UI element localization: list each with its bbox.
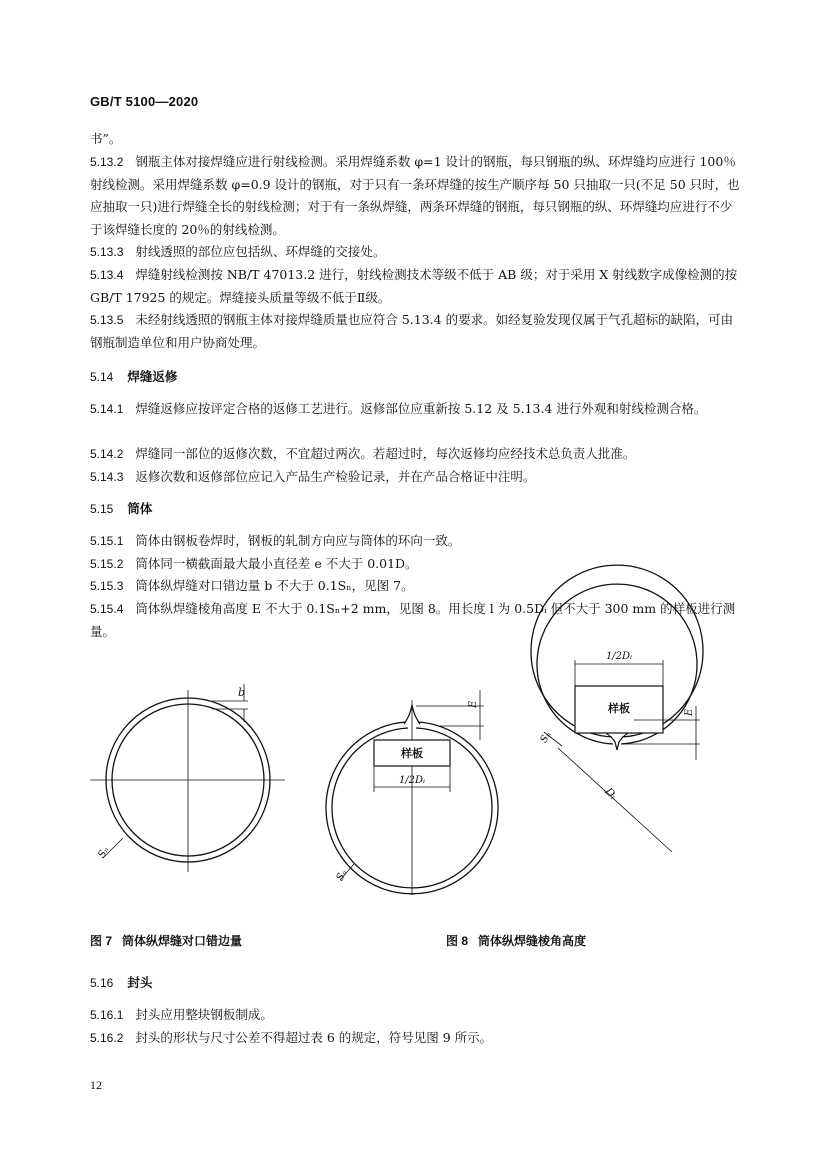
figure-8-number: 图 8 — [446, 934, 469, 948]
clause-number: 5.15.1 — [90, 534, 124, 548]
fig8r-sn-label: Sₙ — [538, 730, 554, 745]
clause-text: 钢瓶主体对接焊缝应进行射线检测。采用焊缝系数 φ=1 设计的钢瓶，每只钢瓶的纵、环焊缝均应进行 100％射线检测。采用焊缝系数 φ=0.9 设计的钢瓶，对于只有一条环焊缝的按生产顺序每 50 只抽取一只(不足 50 只时，也应抽取一只)进行焊缝全长的射线检测；对于有一条纵焊缝，两条环焊缝的钢瓶，每只钢瓶的纵、环焊缝均应进行不少于该焊缝长度的 20％的射线检测。 — [90, 154, 740, 237]
clause-text: 封头应用整块钢板制成。 — [135, 1007, 273, 1022]
clause-number: 5.13.3 — [90, 245, 124, 259]
clause-number: 5.16.1 — [90, 1008, 124, 1022]
clause-text: 筒体由钢板卷焊时，钢板的轧制方向应与筒体的环向一致。 — [135, 533, 461, 548]
clause-number: 5.15.2 — [90, 557, 124, 571]
section-title: 筒体 — [127, 501, 153, 516]
fig8l-dim-label: 1/2Dᵢ — [398, 775, 426, 786]
clause-text: 未经射线透照的钢瓶主体对接焊缝质量也应符合 5.13.4 的要求。如经复验发现仅属于气孔超标的缺陷，可由钢瓶制造单位和用户协商处理。 — [90, 312, 734, 350]
figure-8-caption — [446, 932, 586, 949]
figure-7-caption — [90, 932, 242, 949]
clause-number: 5.13.4 — [90, 268, 124, 282]
section-number: 5.14 — [90, 370, 114, 384]
section-number: 5.15 — [90, 502, 114, 516]
clause-text: 焊缝返修应按评定合格的返修工艺进行。返修部位应重新按 5.12 及 5.13.4 进行外观和射线检测合格。 — [135, 401, 707, 416]
figure-8-title: 筒体纵焊缝棱角高度 — [478, 934, 587, 948]
clause-text: 筒体纵焊缝对口错边量 b 不大于 0.1Sₙ，见图 7。 — [135, 578, 414, 593]
clause-5-16-1 — [90, 1004, 740, 1027]
fig8r-diameter-line — [558, 748, 672, 852]
clause-5-16-2 — [90, 1027, 740, 1050]
fig8l-template-label: 样板 — [401, 747, 423, 760]
fig8r-dim-label: 1/2Dᵢ — [605, 651, 633, 662]
fig8l-e-label: E — [468, 700, 479, 708]
figure-7-title: 筒体纵焊缝对口错边量 — [122, 934, 243, 948]
clause-text: 筒体同一横截面最大最小直径差 e 不大于 0.01D。 — [135, 556, 418, 571]
clause-number: 5.15.3 — [90, 579, 124, 593]
clause-text: 射线透照的部位应包括纵、环焊缝的交接处。 — [135, 244, 386, 259]
clause-text: 焊缝射线检测按 NB/T 47013.2 进行，射线检测技术等级不低于 AB 级；对于采用 X 射线数字成像检测的按 GB/T 17925 的规定。焊缝接头质量等级不低于Ⅱ级。 — [90, 267, 738, 305]
fig8r-e-label: E — [684, 708, 695, 716]
fig7-sn-label: Sₙ — [96, 845, 112, 860]
standard-number-header: GB/T 5100—2020 — [90, 94, 199, 109]
clause-number: 5.14.3 — [90, 470, 124, 484]
clause-number: 5.13.2 — [90, 155, 124, 169]
figure-8-left-diagram — [326, 690, 498, 895]
clause-text: 封头的形状与尺寸公差不得超过表 6 的规定，符号见图 9 所示。 — [135, 1030, 493, 1045]
clause-number: 5.16.2 — [90, 1031, 124, 1045]
clause-text: 筒体纵焊缝棱角高度 E 不大于 0.1Sₙ+2 mm，见图 8。用长度 l 为 0.5Dᵢ 但不大于 300 mm 的样板进行测量。 — [90, 601, 736, 639]
section-number: 5.16 — [90, 976, 114, 990]
section-title: 焊缝返修 — [127, 369, 178, 384]
fig8r-template-label: 样板 — [608, 702, 630, 715]
clause-number: 5.13.5 — [90, 313, 124, 327]
clause-text: 焊缝同一部位的返修次数，不宜超过两次。若超过时，每次返修均应经技术总负责人批准。 — [135, 446, 636, 461]
section-5-16-heading — [90, 973, 152, 991]
fig8l-sn-label: Sₙ — [334, 868, 350, 883]
clause-number: 5.15.4 — [90, 602, 124, 616]
clause-number: 5.14.2 — [90, 447, 124, 461]
fig7-sn-leader-end — [118, 838, 123, 843]
figure-7-number: 图 7 — [90, 934, 113, 948]
figure-7-diagram — [90, 684, 285, 872]
clause-number: 5.14.1 — [90, 402, 124, 416]
paragraph-text: 书”。 — [90, 131, 122, 146]
fig8r-di-label: Dᵢ — [602, 784, 620, 802]
fig7-b-label: b — [238, 686, 246, 699]
page-number: 12 — [90, 1078, 102, 1092]
section-title: 封头 — [127, 975, 153, 990]
clause-text: 返修次数和返修部位应记入产品生产检验记录，并在产品合格证中注明。 — [135, 469, 536, 484]
